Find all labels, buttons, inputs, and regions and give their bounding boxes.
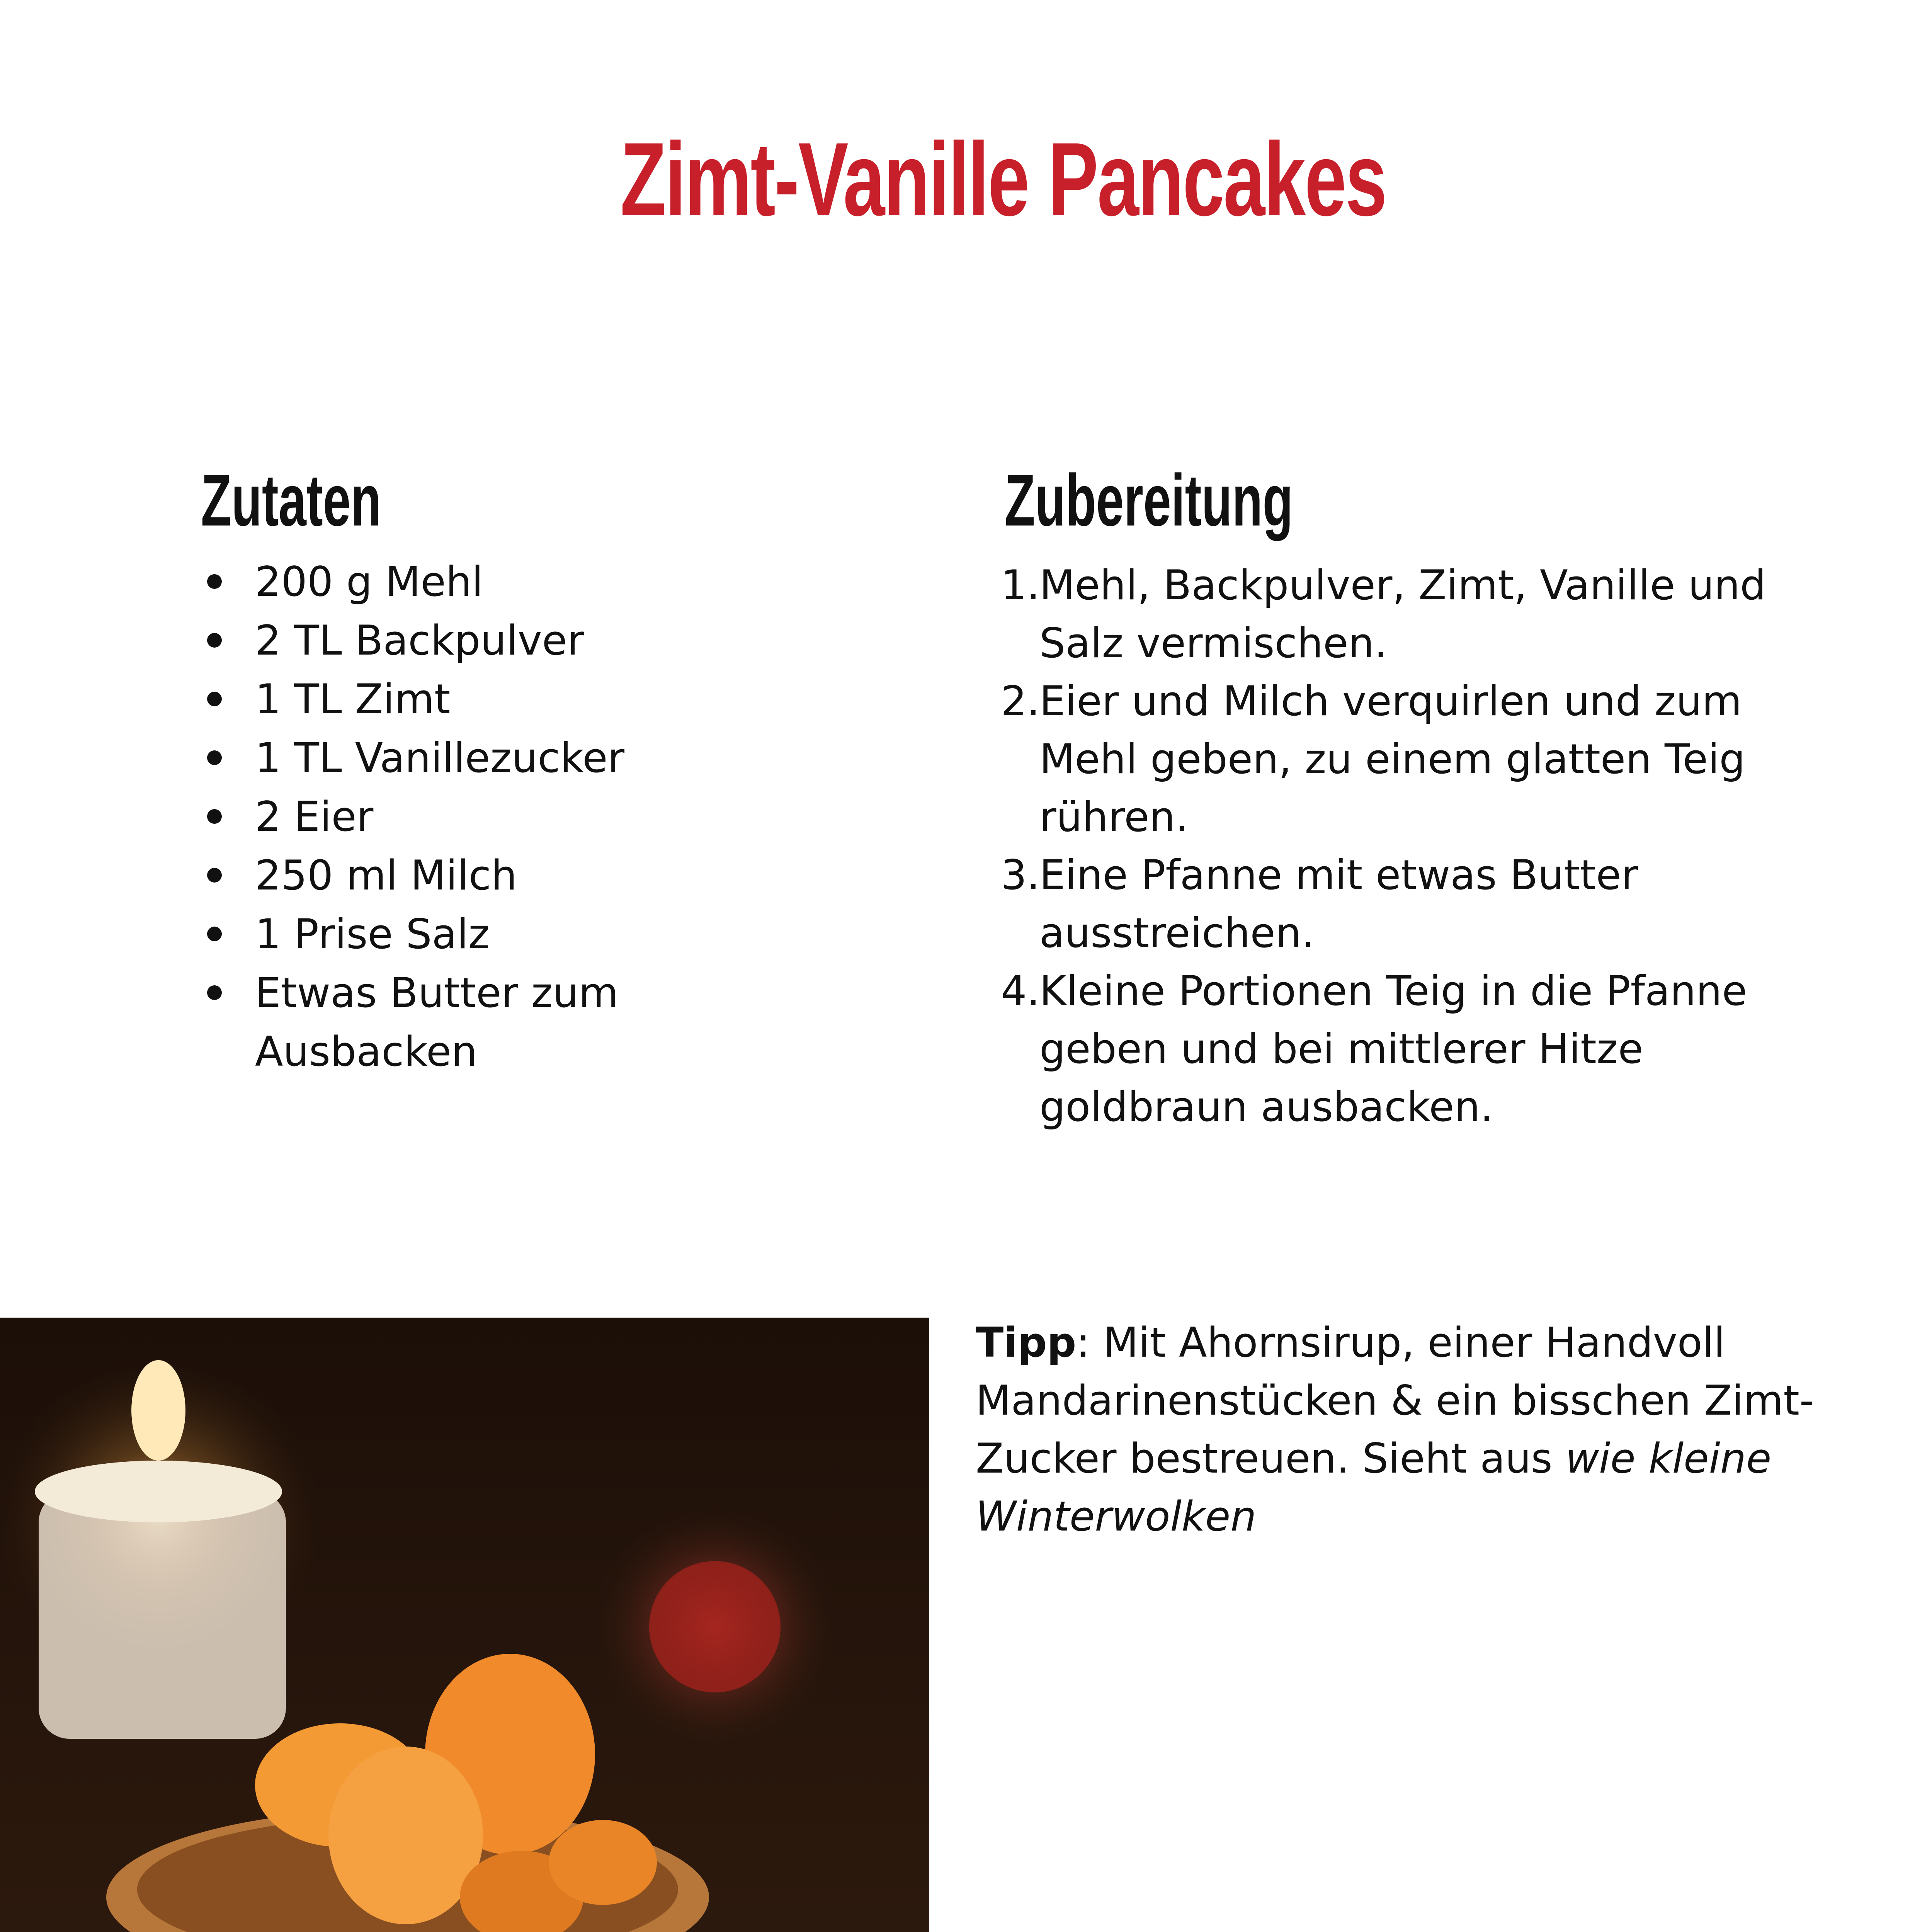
- preparation-steps: [1001, 556, 1774, 1136]
- list-item: 2 TL Backpulver: [201, 611, 624, 670]
- recipe-title: Zimt-Vanille Pancakes: [620, 121, 1386, 238]
- preparation-heading: Zubereitung: [1005, 459, 1293, 541]
- bullet-icon: [207, 809, 222, 824]
- bullet-icon: [207, 750, 222, 765]
- tip-text: Tipp: Mit Ahornsirup, einer Handvoll Mandarinenstücken & ein bisschen Zimt- Zucker bestreuen. Sieht aus wie kleine Winterwolken: [976, 1319, 1815, 1540]
- step-number: 1.: [1001, 561, 1040, 609]
- list-item: 1 TL Zimt: [201, 670, 624, 729]
- step-item: 2. Eier und Milch verquirlen und zum Mehl geben, zu einem glatten Teig rühren.: [1001, 672, 1774, 846]
- list-item: 200 g Mehl: [201, 553, 624, 611]
- list-item: 1 TL Vanillezucker: [201, 729, 624, 787]
- step-number: 4.: [1001, 967, 1040, 1015]
- step-item: 1. Mehl, Backpulver, Zimt, Vanille und Salz vermischen.: [1001, 556, 1774, 672]
- list-item: 2 Eier: [201, 787, 624, 846]
- bullet-icon: [207, 927, 222, 941]
- step-item: 3. Eine Pfanne mit etwas Butter ausstreichen.: [1001, 846, 1774, 962]
- pancake-photo: [0, 1318, 929, 1932]
- bullet-icon: [207, 868, 222, 883]
- bullet-icon: [207, 692, 222, 706]
- list-item: 250 ml Milch: [201, 846, 624, 905]
- list-item: Etwas Butter zum Ausbacken: [201, 964, 624, 1081]
- bullet-icon: [207, 633, 222, 648]
- ingredients-list: [201, 553, 624, 1081]
- bullet-icon: [207, 574, 222, 589]
- tip-label: Tipp: [976, 1319, 1077, 1366]
- list-item: 1 Prise Salz: [201, 905, 624, 964]
- step-number: 2.: [1001, 677, 1040, 725]
- step-item: 4. Kleine Portionen Teig in die Pfanne geben und bei mittlerer Hitze goldbraun ausbacken.: [1001, 962, 1774, 1136]
- ingredients-heading: Zutaten: [201, 459, 381, 541]
- bullet-icon: [207, 985, 222, 1000]
- step-number: 3.: [1001, 851, 1040, 899]
